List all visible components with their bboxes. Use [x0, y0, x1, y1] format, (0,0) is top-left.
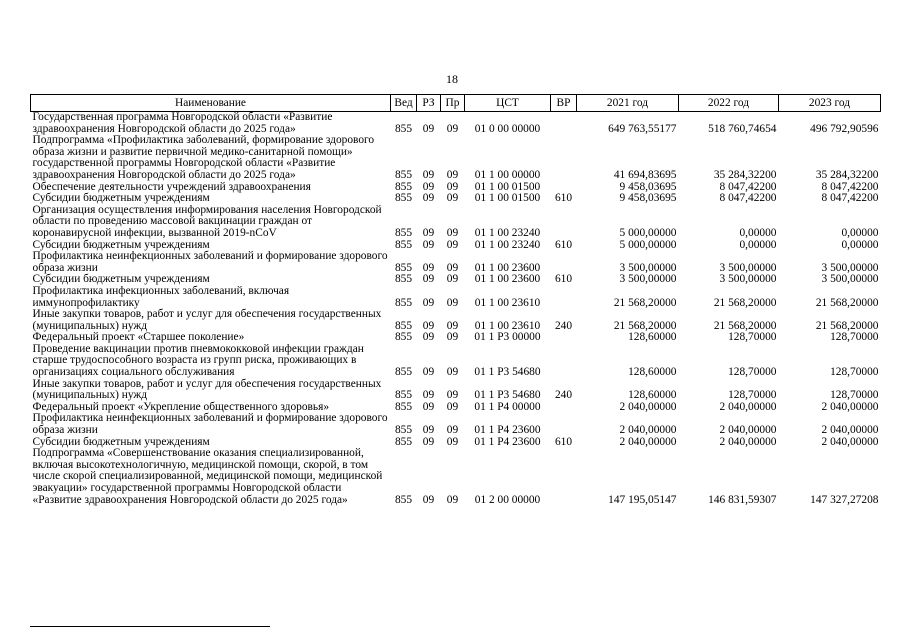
row-2022: 128,70000	[728, 389, 777, 402]
row-vr: 240	[554, 389, 573, 402]
row-ved: 855	[394, 273, 413, 286]
row-pr: 09	[446, 238, 459, 251]
budget-table	[30, 94, 881, 506]
table-row	[31, 135, 881, 181]
row-cst: 01 1 P3 54680	[474, 389, 541, 402]
row-ved: 855	[394, 238, 413, 251]
row-rz: 09	[422, 296, 435, 309]
row-2021: 2 040,00000	[619, 400, 677, 413]
row-name: Субсидии бюджетным учреждениям	[32, 273, 210, 286]
row-cst: 01 0 00 00000	[474, 122, 541, 135]
table-row	[31, 379, 881, 402]
row-name: Субсидии бюджетным учреждениям	[32, 238, 210, 251]
header-2021: 2021 год	[577, 95, 679, 112]
row-2022: 2 040,00000	[719, 424, 777, 437]
row-2022: 518 760,74654	[708, 122, 777, 135]
row-pr: 09	[446, 331, 459, 344]
header-2022: 2022 год	[679, 95, 779, 112]
row-rz: 09	[422, 435, 435, 448]
row-2023: 8 047,42200	[821, 192, 879, 205]
row-ved: 855	[394, 400, 413, 413]
row-name: Профилактика неинфекционных заболеваний и формирование здорового образа жизни	[32, 250, 388, 274]
row-rz: 09	[422, 493, 435, 506]
row-cst: 01 1 00 01500	[474, 180, 541, 193]
table-row	[31, 309, 881, 332]
row-2023: 3 500,00000	[821, 261, 879, 274]
table-header-row	[31, 95, 881, 112]
row-2023: 128,70000	[830, 389, 879, 402]
row-pr: 09	[446, 192, 459, 205]
row-vr: 610	[554, 435, 573, 448]
row-2021: 649 763,55177	[608, 122, 677, 135]
row-vr	[551, 344, 577, 379]
row-ved: 855	[394, 226, 413, 239]
row-2021: 21 568,20000	[613, 296, 677, 309]
row-pr: 09	[446, 261, 459, 274]
row-rz: 09	[422, 180, 435, 193]
table-row	[31, 193, 881, 205]
row-2021: 2 040,00000	[619, 435, 677, 448]
row-vr	[551, 332, 577, 344]
row-pr: 09	[446, 122, 459, 135]
row-rz: 09	[422, 192, 435, 205]
header-2023: 2023 год	[779, 95, 881, 112]
row-pr: 09	[446, 400, 459, 413]
row-vr: 240	[554, 319, 573, 332]
row-2021: 147 195,05147	[608, 493, 677, 506]
row-2022: 3 500,00000	[719, 261, 777, 274]
row-pr: 09	[446, 168, 459, 181]
row-name: Профилактика инфекционных заболеваний, включая иммунопрофилактику	[32, 284, 290, 309]
row-vr	[551, 205, 577, 240]
row-pr: 09	[446, 424, 459, 437]
row-name: Подпрограмма «Профилактика заболеваний, формирование здорового образа жизни и развитие первичной медико-санитарной помощи» государственной программы Новгородской области «Развитие здравоохранения Новгородской области до 2025 года»	[32, 134, 375, 181]
table-row	[31, 251, 881, 274]
row-2022: 8 047,42200	[719, 192, 777, 205]
row-rz: 09	[422, 238, 435, 251]
row-2023: 35 284,32200	[815, 168, 879, 181]
row-pr: 09	[446, 180, 459, 193]
row-2023: 128,70000	[830, 366, 879, 379]
row-rz: 09	[422, 273, 435, 286]
row-pr: 09	[446, 296, 459, 309]
row-vr	[551, 135, 577, 181]
row-2022: 128,70000	[728, 331, 777, 344]
header-name: Наименование	[31, 95, 391, 112]
row-2021: 128,60000	[628, 331, 677, 344]
row-cst: 01 1 00 00000	[474, 168, 541, 181]
row-2022: 128,70000	[728, 366, 777, 379]
row-pr: 09	[446, 366, 459, 379]
row-2022: 2 040,00000	[719, 400, 777, 413]
row-name: Субсидии бюджетным учреждениям	[32, 192, 210, 205]
row-cst: 01 1 P4 00000	[474, 400, 541, 413]
row-cst: 01 1 P4 23600	[474, 435, 541, 448]
row-ved: 855	[394, 366, 413, 379]
row-ved: 855	[394, 192, 413, 205]
row-2022: 21 568,20000	[713, 319, 777, 332]
row-pr: 09	[446, 273, 459, 286]
row-ved: 855	[394, 296, 413, 309]
row-cst: 01 1 P3 00000	[474, 331, 541, 344]
row-ved: 855	[394, 493, 413, 506]
row-2022: 2 040,00000	[719, 435, 777, 448]
row-vr: 610	[554, 192, 573, 205]
row-vr	[551, 402, 577, 414]
row-2023: 2 040,00000	[821, 400, 879, 413]
row-vr	[551, 286, 577, 309]
row-2022: 21 568,20000	[713, 296, 777, 309]
row-ved: 855	[394, 389, 413, 402]
row-rz: 09	[422, 122, 435, 135]
row-name: Организация осуществления информирования населения Новгородской области по проведению массовой вакцинации граждан от коронавирусной инфекции, вызванной 2019-nCoV	[32, 203, 382, 239]
header-vr: ВР	[551, 95, 577, 112]
row-ved: 855	[394, 168, 413, 181]
row-pr: 09	[446, 435, 459, 448]
row-2021: 9 458,03695	[619, 192, 677, 205]
row-name: Государственная программа Новгородской области «Развитие здравоохранения Новгородской области до 2025 года»	[32, 111, 333, 135]
table-row	[31, 205, 881, 240]
row-cst: 01 2 00 00000	[474, 493, 541, 506]
row-2021: 2 040,00000	[619, 424, 677, 437]
row-2022: 146 831,59307	[708, 493, 777, 506]
row-name: Федеральный проект «Старшее поколение»	[32, 331, 245, 344]
row-2022: 0,00000	[739, 226, 777, 239]
row-cst: 01 1 00 23240	[474, 226, 541, 239]
table-body	[31, 112, 881, 507]
row-2021: 5 000,00000	[619, 226, 677, 239]
row-2023: 8 047,42200	[821, 180, 879, 193]
row-ved: 855	[394, 122, 413, 135]
row-name: Проведение вакцинации против пневмококковой инфекции граждан старше трудоспособного возраста из групп риска, проживающих в организациях социального обслуживания	[32, 342, 364, 379]
table-row	[31, 413, 881, 436]
row-2021: 128,60000	[628, 389, 677, 402]
row-2023: 496 792,90596	[810, 122, 879, 135]
table-row	[31, 286, 881, 309]
row-vr: 610	[554, 273, 573, 286]
row-vr	[551, 413, 577, 436]
row-vr	[551, 112, 577, 136]
row-cst: 01 1 P3 54680	[474, 366, 541, 379]
footnote-divider	[30, 626, 270, 627]
row-name: Иные закупки товаров, работ и услуг для обеспечения государственных (муниципальных) нужд	[32, 377, 382, 402]
row-2021: 5 000,00000	[619, 238, 677, 251]
row-cst: 01 1 00 23600	[474, 273, 541, 286]
row-2022: 8 047,42200	[719, 180, 777, 193]
row-ved: 855	[394, 331, 413, 344]
row-name: Субсидии бюджетным учреждениям	[32, 435, 210, 448]
row-ved: 855	[394, 180, 413, 193]
row-2023: 2 040,00000	[821, 435, 879, 448]
row-name: Федеральный проект «Укрепление общественного здоровья»	[32, 400, 330, 413]
row-cst: 01 1 00 23610	[474, 296, 541, 309]
row-2021: 3 500,00000	[619, 261, 677, 274]
row-2023: 21 568,20000	[815, 319, 879, 332]
row-rz: 09	[422, 168, 435, 181]
row-2023: 0,00000	[841, 226, 879, 239]
row-ved: 855	[394, 424, 413, 437]
row-ved: 855	[394, 319, 413, 332]
row-2022: 3 500,00000	[719, 273, 777, 286]
row-rz: 09	[422, 226, 435, 239]
row-2023: 0,00000	[841, 238, 879, 251]
row-name: Подпрограмма «Совершенствование оказания специализированной, включая высокотехнологичную, медицинской помощи, скорой, в том числе скорой специализированной, медицинской помощи, медицинской эвакуации» государственной программы Новгородской области «Развитие здравоохранения Новгородской области до 2025 года»	[32, 447, 383, 506]
row-2021: 41 694,83695	[613, 168, 677, 181]
row-rz: 09	[422, 319, 435, 332]
row-rz: 09	[422, 261, 435, 274]
row-pr: 09	[446, 319, 459, 332]
row-2022: 35 284,32200	[713, 168, 777, 181]
header-cst: ЦСТ	[465, 95, 551, 112]
row-rz: 09	[422, 424, 435, 437]
row-name: Профилактика неинфекционных заболеваний и формирование здорового образа жизни	[32, 412, 388, 437]
row-cst: 01 1 00 23600	[474, 261, 541, 274]
row-vr	[551, 251, 577, 274]
row-rz: 09	[422, 331, 435, 344]
row-name: Иные закупки товаров, работ и услуг для обеспечения государственных (муниципальных) нужд	[32, 308, 382, 332]
row-2023: 2 040,00000	[821, 424, 879, 437]
table-row	[31, 344, 881, 379]
row-rz: 09	[422, 366, 435, 379]
header-ved: Вед	[391, 95, 417, 112]
row-ved: 855	[394, 261, 413, 274]
row-pr: 09	[446, 493, 459, 506]
row-2021: 9 458,03695	[619, 180, 677, 193]
table-row	[31, 112, 881, 136]
header-pr: Пр	[441, 95, 465, 112]
row-2023: 3 500,00000	[821, 273, 879, 286]
page-number: 18	[446, 72, 458, 86]
row-vr	[551, 448, 577, 506]
row-pr: 09	[446, 389, 459, 402]
row-name: Обеспечение деятельности учреждений здравоохранения	[32, 180, 311, 193]
row-2023: 128,70000	[830, 331, 879, 344]
row-vr: 610	[554, 238, 573, 251]
row-ved: 855	[394, 435, 413, 448]
row-2023: 147 327,27208	[810, 493, 879, 506]
row-rz: 09	[422, 400, 435, 413]
table-row	[31, 448, 881, 506]
row-pr: 09	[446, 226, 459, 239]
row-2021: 3 500,00000	[619, 273, 677, 286]
header-rz: РЗ	[417, 95, 441, 112]
row-2021: 21 568,20000	[613, 319, 677, 332]
row-cst: 01 1 00 01500	[474, 192, 541, 205]
row-cst: 01 1 P4 23600	[474, 424, 541, 437]
row-cst: 01 1 00 23240	[474, 238, 541, 251]
row-rz: 09	[422, 389, 435, 402]
row-2023: 21 568,20000	[815, 296, 879, 309]
row-2022: 0,00000	[739, 238, 777, 251]
row-2021: 128,60000	[628, 366, 677, 379]
row-cst: 01 1 00 23610	[474, 319, 541, 332]
